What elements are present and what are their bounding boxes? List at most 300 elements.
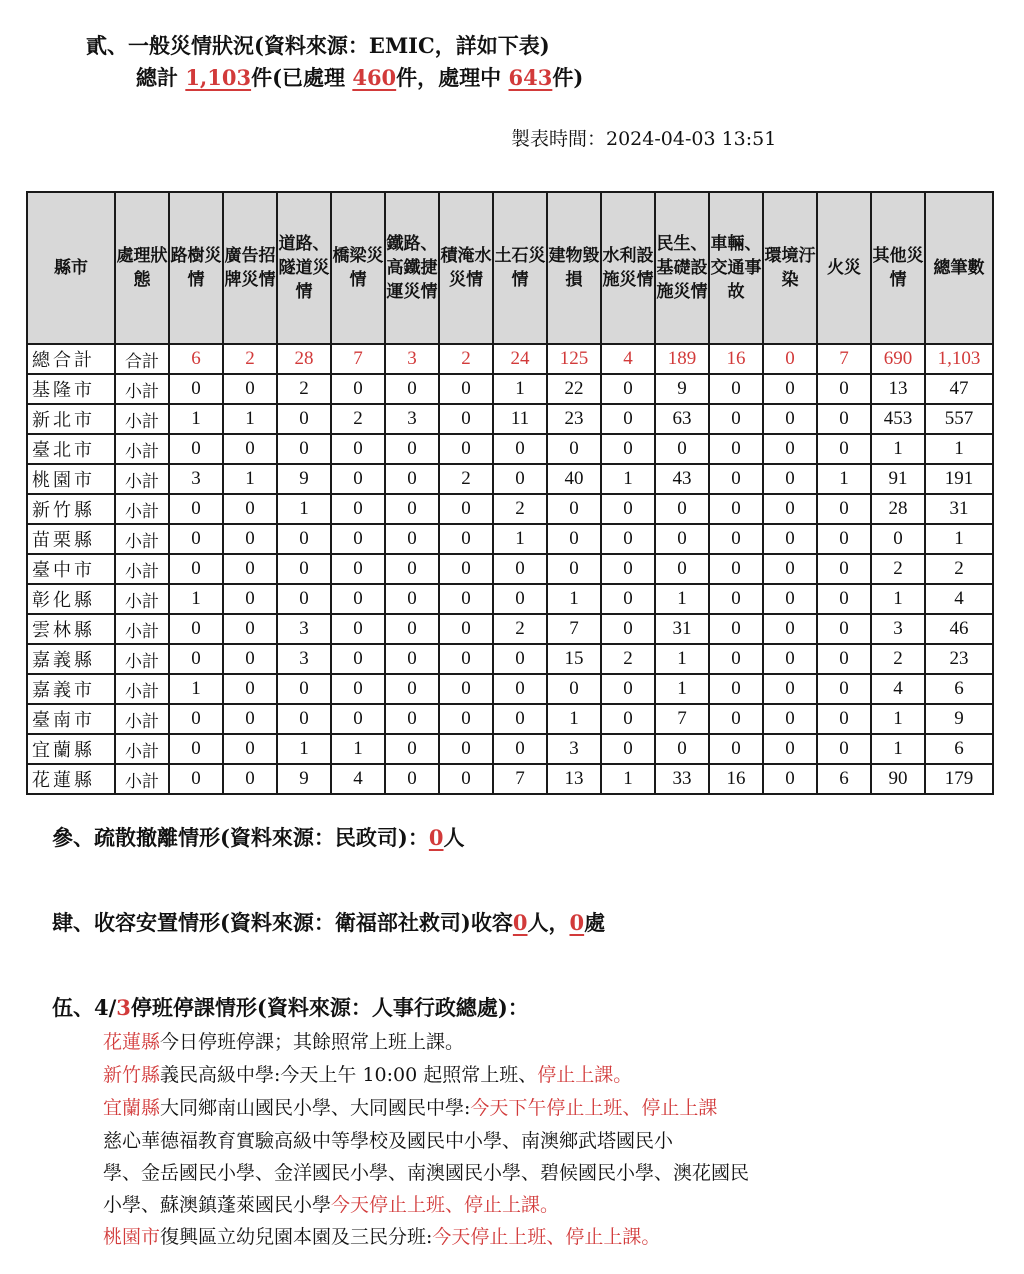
value-cell: 91 (871, 464, 925, 494)
value-cell: 0 (223, 764, 277, 794)
value-cell: 63 (655, 404, 709, 434)
city-cell: 嘉義市 (27, 674, 115, 704)
value-cell: 0 (169, 494, 223, 524)
value-cell: 2 (493, 494, 547, 524)
value-cell: 0 (601, 524, 655, 554)
closure-line (103, 1222, 660, 1249)
status-cell: 小計 (115, 434, 169, 464)
city-cell: 苗栗縣 (27, 524, 115, 554)
column-header: 橋梁災情 (331, 192, 385, 344)
value-cell: 0 (385, 374, 439, 404)
value-cell: 0 (709, 404, 763, 434)
status-cell: 合計 (115, 344, 169, 374)
value-cell: 0 (817, 614, 871, 644)
value-cell: 47 (925, 374, 993, 404)
column-header: 廣告招牌災情 (223, 192, 277, 344)
table-row (27, 494, 993, 524)
value-cell: 0 (331, 494, 385, 524)
value-cell: 1 (547, 584, 601, 614)
value-cell: 4 (601, 344, 655, 374)
column-header: 鐵路、高鐵捷運災情 (385, 192, 439, 344)
value-cell: 0 (763, 554, 817, 584)
value-cell: 0 (439, 584, 493, 614)
closure-highlight: 宜蘭縣 (103, 1097, 161, 1119)
value-cell: 9 (277, 764, 331, 794)
value-cell: 1 (655, 674, 709, 704)
closure-highlight: 桃園市 (103, 1226, 161, 1248)
value-cell: 0 (709, 674, 763, 704)
value-cell: 23 (547, 404, 601, 434)
value-cell: 0 (655, 734, 709, 764)
value-cell: 7 (655, 704, 709, 734)
value-cell: 11 (493, 404, 547, 434)
value-cell: 0 (223, 524, 277, 554)
value-cell: 0 (763, 764, 817, 794)
section2-title: 貳、一般災情狀況(資料來源：EMIC，詳如下表) (86, 33, 550, 58)
value-cell: 0 (331, 464, 385, 494)
closure-highlight: 今天停止上班、停止上課。 (432, 1226, 661, 1248)
value-cell: 13 (871, 374, 925, 404)
table-row (27, 734, 993, 764)
value-cell: 0 (385, 464, 439, 494)
closure-line (103, 1158, 749, 1185)
value-cell: 6 (925, 674, 993, 704)
value-cell: 0 (601, 554, 655, 584)
value-cell: 0 (169, 524, 223, 554)
value-cell: 0 (439, 674, 493, 704)
processing-label: 件，處理中 (396, 65, 502, 90)
value-cell: 0 (439, 734, 493, 764)
value-cell: 0 (331, 434, 385, 464)
value-cell: 9 (925, 704, 993, 734)
value-cell: 1 (169, 674, 223, 704)
value-cell: 0 (547, 524, 601, 554)
value-cell: 0 (709, 584, 763, 614)
total-suffix: 件) (552, 65, 584, 90)
total-count: 1,103 (185, 65, 252, 90)
value-cell: 0 (601, 494, 655, 524)
value-cell: 31 (655, 614, 709, 644)
status-cell: 小計 (115, 764, 169, 794)
value-cell: 0 (709, 374, 763, 404)
value-cell: 0 (601, 674, 655, 704)
column-header: 車輛、交通事故 (709, 192, 763, 344)
value-cell: 0 (763, 584, 817, 614)
value-cell: 0 (817, 584, 871, 614)
closure-text: 復興區立幼兒園本園及三民分班: (160, 1226, 433, 1248)
value-cell: 0 (385, 704, 439, 734)
value-cell: 0 (439, 524, 493, 554)
closure-line (103, 1093, 717, 1120)
value-cell: 0 (169, 374, 223, 404)
value-cell: 0 (169, 614, 223, 644)
closure-line (103, 1060, 632, 1087)
value-cell: 0 (763, 464, 817, 494)
value-cell: 40 (547, 464, 601, 494)
closure-line (103, 1126, 673, 1153)
value-cell: 31 (925, 494, 993, 524)
closure-highlight: 今天停止上班、停止上課。 (331, 1194, 560, 1216)
value-cell: 0 (223, 374, 277, 404)
value-cell: 0 (817, 374, 871, 404)
section3-text: 參、疏散撤離情形(資料來源：民政司)： (52, 825, 429, 850)
value-cell: 0 (763, 494, 817, 524)
value-cell: 7 (817, 344, 871, 374)
value-cell: 22 (547, 374, 601, 404)
closure-text: 今日停班停課；其餘照常上班上課。 (160, 1031, 465, 1053)
value-cell: 0 (709, 524, 763, 554)
value-cell: 0 (223, 614, 277, 644)
value-cell: 0 (763, 614, 817, 644)
status-cell: 小計 (115, 494, 169, 524)
value-cell: 28 (871, 494, 925, 524)
table-row (27, 584, 993, 614)
value-cell: 0 (169, 704, 223, 734)
section3-unit: 人 (443, 825, 465, 850)
value-cell: 0 (709, 494, 763, 524)
value-cell: 2 (439, 344, 493, 374)
value-cell: 0 (385, 524, 439, 554)
city-cell: 臺北市 (27, 434, 115, 464)
value-cell: 23 (925, 644, 993, 674)
section2-summary (136, 62, 583, 92)
closure-highlight: 新竹縣 (103, 1064, 161, 1086)
value-cell: 1 (871, 584, 925, 614)
value-cell: 1 (601, 764, 655, 794)
value-cell: 0 (493, 464, 547, 494)
value-cell: 0 (601, 584, 655, 614)
status-cell: 小計 (115, 404, 169, 434)
value-cell: 0 (331, 614, 385, 644)
value-cell: 1 (817, 464, 871, 494)
section4-unit1: 人， (527, 910, 570, 935)
closure-text: 義民高級中學:今天上午 10:00 起照常上班、 (160, 1064, 538, 1086)
value-cell: 0 (763, 344, 817, 374)
handled-count: 460 (352, 65, 397, 90)
status-cell: 小計 (115, 734, 169, 764)
value-cell: 0 (547, 434, 601, 464)
section4-text: 肆、收容安置情形(資料來源：衛福部社救司)收容 (52, 910, 513, 935)
value-cell: 0 (709, 644, 763, 674)
city-cell: 嘉義縣 (27, 644, 115, 674)
value-cell: 0 (169, 434, 223, 464)
value-cell: 0 (547, 554, 601, 584)
status-cell: 小計 (115, 674, 169, 704)
made-time: 製表時間：2024-04-03 13:51 (511, 128, 777, 150)
value-cell: 0 (493, 584, 547, 614)
value-cell: 1 (871, 704, 925, 734)
value-cell: 0 (385, 584, 439, 614)
value-cell: 0 (439, 614, 493, 644)
value-cell: 0 (331, 524, 385, 554)
value-cell: 0 (439, 764, 493, 794)
column-header: 路樹災情 (169, 192, 223, 344)
value-cell: 3 (169, 464, 223, 494)
city-cell: 基隆市 (27, 374, 115, 404)
closure-text: 學、金岳國民小學、金洋國民小學、南澳國民小學、碧候國民小學、澳花國民 (103, 1162, 750, 1184)
value-cell: 0 (331, 704, 385, 734)
value-cell: 0 (223, 704, 277, 734)
value-cell: 1 (547, 704, 601, 734)
value-cell: 557 (925, 404, 993, 434)
value-cell: 0 (817, 674, 871, 704)
value-cell: 0 (169, 764, 223, 794)
value-cell: 0 (601, 704, 655, 734)
table-row (27, 704, 993, 734)
shelter-places: 0 (569, 910, 585, 935)
section5-title-day: 3 (116, 995, 131, 1020)
city-cell: 桃園市 (27, 464, 115, 494)
closure-text: 小學、蘇澳鎮蓬萊國民小學 (103, 1194, 332, 1216)
evacuated-count: 0 (428, 825, 444, 850)
value-cell: 2 (493, 614, 547, 644)
value-cell: 2 (439, 464, 493, 494)
value-cell: 0 (763, 704, 817, 734)
value-cell: 0 (709, 464, 763, 494)
value-cell: 13 (547, 764, 601, 794)
value-cell: 2 (277, 374, 331, 404)
value-cell: 0 (763, 734, 817, 764)
value-cell: 0 (439, 554, 493, 584)
status-cell: 小計 (115, 584, 169, 614)
value-cell: 0 (601, 374, 655, 404)
value-cell: 1 (601, 464, 655, 494)
value-cell: 0 (763, 374, 817, 404)
value-cell: 0 (493, 734, 547, 764)
status-cell: 小計 (115, 644, 169, 674)
value-cell: 0 (331, 644, 385, 674)
handled-label: 件(已處理 (251, 65, 346, 90)
closure-highlight: 花蓮縣 (103, 1031, 161, 1053)
value-cell: 0 (169, 644, 223, 674)
value-cell: 7 (547, 614, 601, 644)
value-cell: 0 (601, 434, 655, 464)
value-cell: 0 (331, 374, 385, 404)
value-cell: 9 (655, 374, 709, 404)
value-cell: 0 (385, 434, 439, 464)
value-cell: 0 (817, 734, 871, 764)
value-cell: 0 (439, 434, 493, 464)
value-cell: 24 (493, 344, 547, 374)
status-cell: 小計 (115, 704, 169, 734)
value-cell: 0 (709, 734, 763, 764)
value-cell: 0 (601, 614, 655, 644)
table-row (27, 524, 993, 554)
table-row (27, 614, 993, 644)
table-row (27, 404, 993, 434)
column-header: 總筆數 (925, 192, 993, 344)
value-cell: 1 (493, 374, 547, 404)
value-cell: 125 (547, 344, 601, 374)
value-cell: 0 (655, 494, 709, 524)
value-cell: 3 (385, 404, 439, 434)
value-cell: 1,103 (925, 344, 993, 374)
column-header: 建物毀損 (547, 192, 601, 344)
value-cell: 191 (925, 464, 993, 494)
value-cell: 2 (871, 644, 925, 674)
value-cell: 3 (871, 614, 925, 644)
value-cell: 0 (601, 404, 655, 434)
sheltered-people: 0 (512, 910, 528, 935)
value-cell: 0 (439, 704, 493, 734)
processing-count: 643 (508, 65, 553, 90)
value-cell: 0 (547, 674, 601, 704)
status-cell: 小計 (115, 524, 169, 554)
value-cell: 0 (817, 554, 871, 584)
value-cell: 0 (439, 404, 493, 434)
value-cell: 0 (817, 644, 871, 674)
section3-evacuation (52, 822, 465, 852)
value-cell: 0 (493, 554, 547, 584)
column-header: 環境汙染 (763, 192, 817, 344)
value-cell: 0 (277, 704, 331, 734)
value-cell: 7 (331, 344, 385, 374)
value-cell: 0 (709, 704, 763, 734)
value-cell: 1 (331, 734, 385, 764)
closure-highlight: 今天下午停止上班、停止上課 (470, 1097, 718, 1119)
value-cell: 189 (655, 344, 709, 374)
city-cell: 臺中市 (27, 554, 115, 584)
value-cell: 2 (871, 554, 925, 584)
value-cell: 4 (871, 674, 925, 704)
value-cell: 0 (169, 734, 223, 764)
value-cell: 0 (547, 494, 601, 524)
value-cell: 0 (385, 644, 439, 674)
value-cell: 1 (223, 404, 277, 434)
value-cell: 0 (169, 554, 223, 584)
value-cell: 0 (277, 524, 331, 554)
value-cell: 3 (385, 344, 439, 374)
disaster-table (26, 191, 994, 795)
table-total-row (27, 344, 993, 374)
value-cell: 0 (817, 434, 871, 464)
value-cell: 0 (439, 374, 493, 404)
value-cell: 0 (493, 704, 547, 734)
value-cell: 0 (763, 404, 817, 434)
status-cell: 小計 (115, 374, 169, 404)
value-cell: 4 (331, 764, 385, 794)
value-cell: 0 (277, 674, 331, 704)
value-cell: 1 (655, 644, 709, 674)
city-cell: 花蓮縣 (27, 764, 115, 794)
value-cell: 1 (493, 524, 547, 554)
value-cell: 6 (169, 344, 223, 374)
value-cell: 0 (331, 554, 385, 584)
city-cell: 臺南市 (27, 704, 115, 734)
value-cell: 16 (709, 344, 763, 374)
value-cell: 0 (763, 674, 817, 704)
table-row (27, 674, 993, 704)
value-cell: 0 (709, 434, 763, 464)
value-cell: 179 (925, 764, 993, 794)
value-cell: 0 (223, 644, 277, 674)
value-cell: 0 (385, 614, 439, 644)
value-cell: 1 (925, 434, 993, 464)
value-cell: 7 (493, 764, 547, 794)
value-cell: 0 (385, 734, 439, 764)
value-cell: 0 (223, 494, 277, 524)
value-cell: 0 (331, 584, 385, 614)
value-cell: 2 (925, 554, 993, 584)
column-header: 其他災情 (871, 192, 925, 344)
value-cell: 0 (493, 434, 547, 464)
value-cell: 9 (277, 464, 331, 494)
section5-title (52, 992, 529, 1022)
value-cell: 28 (277, 344, 331, 374)
value-cell: 15 (547, 644, 601, 674)
value-cell: 1 (277, 494, 331, 524)
closure-text: 慈心華德福教育實驗高級中等學校及國民中小學、南澳鄉武塔國民小 (103, 1130, 674, 1152)
column-header: 土石災情 (493, 192, 547, 344)
value-cell: 453 (871, 404, 925, 434)
value-cell: 0 (763, 524, 817, 554)
value-cell: 0 (493, 674, 547, 704)
value-cell: 46 (925, 614, 993, 644)
closure-line (103, 1027, 464, 1054)
section5-title-suffix: 停班停課情形(資料來源：人事行政總處)： (130, 995, 529, 1020)
value-cell: 1 (871, 434, 925, 464)
table-row (27, 464, 993, 494)
value-cell: 690 (871, 344, 925, 374)
value-cell: 0 (817, 704, 871, 734)
value-cell: 0 (223, 554, 277, 584)
value-cell: 3 (277, 614, 331, 644)
value-cell: 0 (493, 644, 547, 674)
value-cell: 33 (655, 764, 709, 794)
status-cell: 小計 (115, 464, 169, 494)
value-cell: 0 (277, 404, 331, 434)
value-cell: 1 (871, 734, 925, 764)
column-header: 水利設施災情 (601, 192, 655, 344)
table-row (27, 644, 993, 674)
value-cell: 1 (655, 584, 709, 614)
value-cell: 2 (331, 404, 385, 434)
value-cell: 0 (277, 554, 331, 584)
value-cell: 1 (169, 404, 223, 434)
value-cell: 0 (817, 524, 871, 554)
value-cell: 0 (655, 554, 709, 584)
value-cell: 1 (223, 464, 277, 494)
table-row (27, 764, 993, 794)
value-cell: 0 (439, 494, 493, 524)
value-cell: 0 (709, 554, 763, 584)
city-cell: 宜蘭縣 (27, 734, 115, 764)
value-cell: 3 (277, 644, 331, 674)
value-cell: 90 (871, 764, 925, 794)
city-cell: 新竹縣 (27, 494, 115, 524)
value-cell: 0 (655, 434, 709, 464)
value-cell: 0 (223, 434, 277, 464)
table-row (27, 434, 993, 464)
value-cell: 0 (223, 674, 277, 704)
column-header: 民生、基礎設施災情 (655, 192, 709, 344)
value-cell: 0 (223, 734, 277, 764)
value-cell: 0 (817, 404, 871, 434)
value-cell: 0 (331, 674, 385, 704)
column-header: 縣市 (27, 192, 115, 344)
value-cell: 0 (385, 764, 439, 794)
value-cell: 0 (439, 644, 493, 674)
total-label: 總計 (136, 65, 178, 90)
value-cell: 0 (871, 524, 925, 554)
value-cell: 1 (169, 584, 223, 614)
closure-text: 大同鄉南山國民小學、大同國民中學: (160, 1097, 471, 1119)
value-cell: 6 (925, 734, 993, 764)
value-cell: 0 (385, 494, 439, 524)
value-cell: 0 (763, 434, 817, 464)
column-header: 火災 (817, 192, 871, 344)
table-header-row (27, 192, 993, 344)
